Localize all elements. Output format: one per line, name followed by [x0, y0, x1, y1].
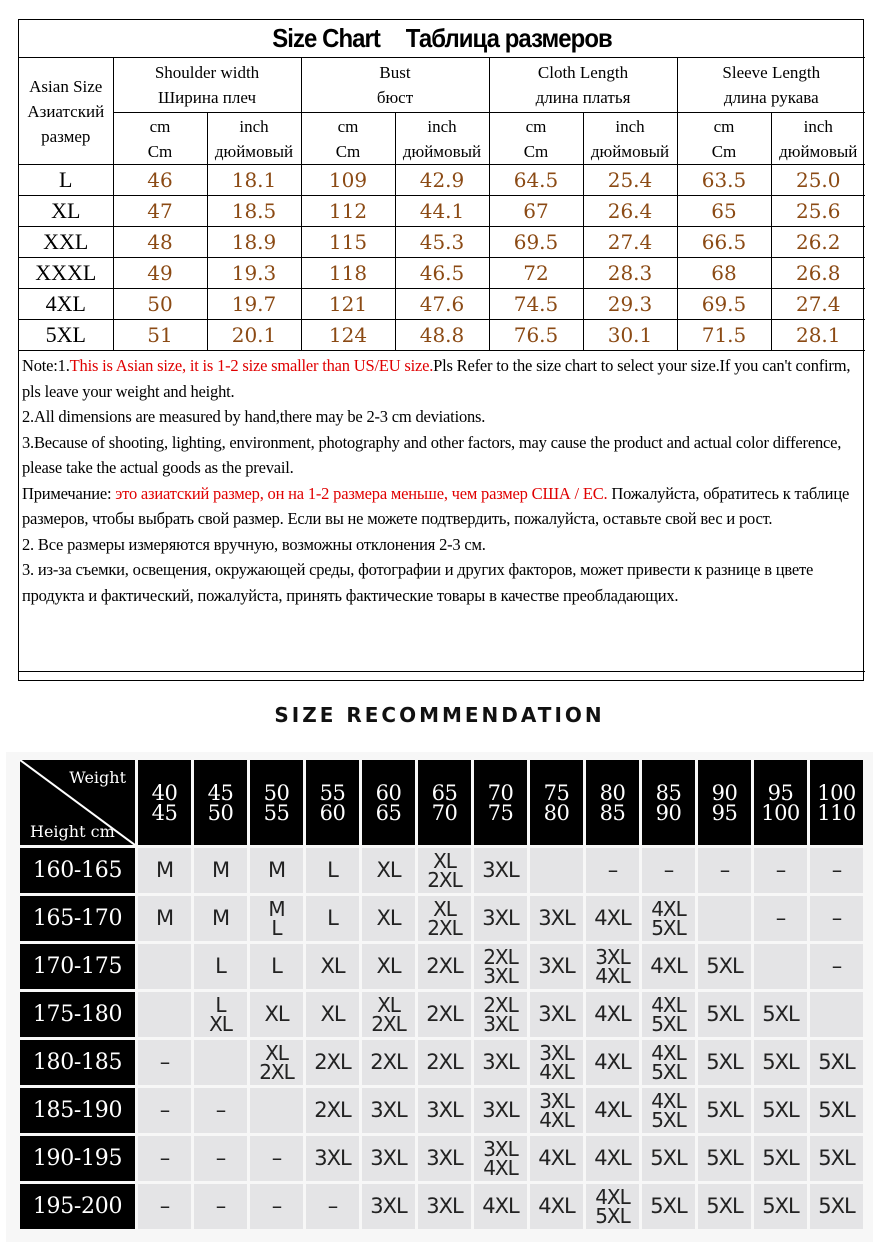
note-en-3: 3.Because of shooting, lighting, environment, photography and other factors, may cause the product and actual color difference, please take the actual goods as the prevail. — [22, 432, 842, 477]
unit-label-ru: дюймовый — [402, 141, 482, 161]
measurement-value: 76.5 — [489, 320, 583, 351]
recommended-size-cell: – — [754, 848, 807, 893]
recommended-size-cell: 3XL — [474, 896, 527, 941]
measurement-value: 18.5 — [207, 196, 301, 227]
note-en-2: 2.All dimensions are measured by hand,there may be 2-3 cm deviations. — [22, 407, 486, 426]
recommended-size-cell: 4XL — [586, 992, 639, 1037]
recommended-size-cell: – — [250, 1184, 303, 1229]
unit-header-cm — [301, 113, 395, 165]
recommended-size-cell: – — [138, 1088, 191, 1133]
measurement-value: 46 — [113, 165, 207, 196]
height-header: 165-170 — [20, 896, 135, 941]
recommended-size-cell: 5XL — [754, 1136, 807, 1181]
measurement-value: 26.4 — [583, 196, 677, 227]
group-ru: Ширина плеч — [158, 88, 256, 107]
weight-header: 40 45 — [138, 760, 191, 845]
measurement-value: 47 — [113, 196, 207, 227]
recommended-size-cell: XL 2XL — [250, 1040, 303, 1085]
recommended-size-cell: XL — [362, 944, 415, 989]
recommended-size-cell: – — [138, 1136, 191, 1181]
measurement-value: 69.5 — [677, 289, 771, 320]
group-header-cloth-length — [489, 58, 677, 113]
recommended-size-cell: – — [586, 848, 639, 893]
height-header: 160-165 — [20, 848, 135, 893]
height-label: Height cm — [30, 822, 115, 841]
measurement-value: 66.5 — [677, 227, 771, 258]
note-warning: это азиатский размер, он на 1-2 размера меньше, чем размер США / ЕС. — [115, 483, 608, 503]
recommended-size-cell: 3XL 4XL — [474, 1136, 527, 1181]
recommended-size-cell: 3XL — [306, 1136, 359, 1181]
measurement-value: 124 — [301, 320, 395, 351]
recommended-size-cell: 2XL — [306, 1040, 359, 1085]
recommended-size-cell: – — [194, 1136, 247, 1181]
unit-header-cm — [677, 113, 771, 165]
measurement-value: 74.5 — [489, 289, 583, 320]
recommended-size-cell: 4XL 5XL — [642, 992, 695, 1037]
recommended-size-cell: M — [138, 896, 191, 941]
recommended-size-cell: 5XL — [810, 1040, 863, 1085]
recommended-size-cell — [250, 1088, 303, 1133]
recommended-size-cell: 3XL — [474, 1040, 527, 1085]
recommended-size-cell: – — [194, 1184, 247, 1229]
recommended-size-cell — [138, 944, 191, 989]
measurement-value: 26.2 — [771, 227, 865, 258]
measurement-value: 63.5 — [677, 165, 771, 196]
recommended-size-cell: 5XL — [642, 1184, 695, 1229]
note-ru-1 — [22, 481, 862, 532]
recommended-size-cell: 4XL 5XL — [586, 1184, 639, 1229]
unit-label-ru: Cm — [147, 141, 173, 161]
size-chart-table — [19, 20, 865, 672]
recommended-size-cell: 4XL — [586, 896, 639, 941]
recommended-size-cell: – — [194, 1088, 247, 1133]
recommended-size-cell: 3XL 4XL — [586, 944, 639, 989]
measurement-value: 68 — [677, 258, 771, 289]
height-header: 170-175 — [20, 944, 135, 989]
recommended-size-cell: 3XL — [530, 992, 583, 1037]
recommended-size-cell: 5XL — [698, 1040, 751, 1085]
measurement-value: 65 — [677, 196, 771, 227]
measurement-value: 112 — [301, 196, 395, 227]
title-en: Size Chart — [272, 23, 380, 53]
size-label: 5XL — [19, 320, 113, 351]
recommended-size-cell: 3XL — [418, 1136, 471, 1181]
measurement-value: 71.5 — [677, 320, 771, 351]
measurement-value: 47.6 — [395, 289, 489, 320]
recommended-size-cell: 3XL — [362, 1088, 415, 1133]
recommended-size-cell — [194, 1040, 247, 1085]
measurement-value: 27.4 — [583, 227, 677, 258]
unit-header-inch — [207, 113, 301, 165]
group-header-bust — [301, 58, 489, 113]
recommended-size-cell: 4XL 5XL — [642, 1040, 695, 1085]
weight-header: 80 85 — [586, 760, 639, 845]
measurement-value: 30.1 — [583, 320, 677, 351]
weight-label: Weight — [69, 768, 126, 787]
recommended-size-cell: – — [306, 1184, 359, 1229]
recommended-size-cell: L — [306, 848, 359, 893]
recommended-size-cell: 3XL — [474, 848, 527, 893]
measurement-value: 48 — [113, 227, 207, 258]
measurement-value: 28.1 — [771, 320, 865, 351]
note-prefix: Примечание: — [22, 483, 116, 503]
group-en: Cloth Length — [537, 63, 629, 82]
measurement-value: 18.1 — [207, 165, 301, 196]
unit-label-ru: дюймовый — [590, 141, 670, 161]
notes — [19, 351, 865, 610]
size-rows — [19, 165, 865, 351]
size-label: XXL — [19, 227, 113, 258]
recommended-size-cell: 5XL — [754, 992, 807, 1037]
recommended-size-cell: 5XL — [698, 1088, 751, 1133]
recommendation-title: SIZE RECOMMENDATION — [274, 703, 605, 727]
recommended-size-cell: 4XL — [530, 1184, 583, 1229]
unit-label: inch — [615, 116, 645, 136]
measurement-value: 18.9 — [207, 227, 301, 258]
recommended-size-cell: 5XL — [754, 1184, 807, 1229]
weight-header: 55 60 — [306, 760, 359, 845]
group-header-sleeve-length — [677, 58, 865, 113]
measurement-value: 42.9 — [395, 165, 489, 196]
recommended-size-cell: M — [194, 896, 247, 941]
measurement-value: 46.5 — [395, 258, 489, 289]
note-text: Пожалуйста, обратитесь к таблице размеров, чтобы выбрать свой размер. Если вы не можете подтвердить, пожалуйста, оставьте свой вес и рост. — [22, 483, 850, 528]
size-row — [19, 196, 865, 227]
asian-size-header — [19, 58, 113, 165]
group-en: Bust — [379, 63, 411, 82]
recommended-size-cell: 3XL 4XL — [530, 1040, 583, 1085]
unit-label: cm — [713, 116, 735, 136]
weight-header: 70 75 — [474, 760, 527, 845]
recommended-size-cell: M — [138, 848, 191, 893]
unit-label-ru: дюймовый — [214, 141, 294, 161]
recommended-size-cell: XL — [362, 896, 415, 941]
note-text: Pls Refer to the size chart to select your size.If you can't confirm, pls leave your weight and height. — [22, 356, 851, 401]
weight-header: 60 65 — [362, 760, 415, 845]
recommended-size-cell: XL 2XL — [362, 992, 415, 1037]
measurement-value: 69.5 — [489, 227, 583, 258]
measurement-value: 25.0 — [771, 165, 865, 196]
measurement-value: 115 — [301, 227, 395, 258]
size-chart-title — [53, 20, 831, 58]
measurement-value: 27.4 — [771, 289, 865, 320]
group-en: Shoulder width — [154, 63, 260, 82]
measurement-value: 26.8 — [771, 258, 865, 289]
recommended-size-cell: 5XL — [810, 1184, 863, 1229]
recommended-size-cell: 4XL — [586, 1136, 639, 1181]
header-line: размер — [41, 126, 91, 146]
recommended-size-cell: XL 2XL — [418, 896, 471, 941]
recommended-size-cell — [698, 896, 751, 941]
weight-header: 65 70 — [418, 760, 471, 845]
recommended-size-cell: 3XL 4XL — [530, 1088, 583, 1133]
weight-header: 75 80 — [530, 760, 583, 845]
recommended-size-cell: 3XL — [474, 1088, 527, 1133]
recommended-size-cell: 4XL — [586, 1088, 639, 1133]
measurement-value: 29.3 — [583, 289, 677, 320]
height-header: 180-185 — [20, 1040, 135, 1085]
unit-header-inch — [395, 113, 489, 165]
recommended-size-cell: XL — [306, 992, 359, 1037]
recommended-size-cell: 5XL — [810, 1088, 863, 1133]
weight-header: 90 95 — [698, 760, 751, 845]
recommended-size-cell: L — [250, 944, 303, 989]
measurement-value: 121 — [301, 289, 395, 320]
recommended-size-cell: L XL — [194, 992, 247, 1037]
recommended-size-cell: 3XL — [530, 896, 583, 941]
measurement-value: 109 — [301, 165, 395, 196]
recommended-size-cell: – — [810, 848, 863, 893]
recommended-size-cell: 2XL — [306, 1088, 359, 1133]
recommended-size-cell: M — [194, 848, 247, 893]
recommended-size-cell: – — [138, 1184, 191, 1229]
recommended-size-cell: – — [754, 896, 807, 941]
recommended-size-cell: XL — [362, 848, 415, 893]
title-ru: Таблица размеров — [405, 23, 612, 53]
unit-header-cm — [489, 113, 583, 165]
measurement-value: 20.1 — [207, 320, 301, 351]
size-label: XXXL — [19, 258, 113, 289]
weight-header: 85 90 — [642, 760, 695, 845]
weight-header: 100 110 — [810, 760, 863, 845]
recommended-size-cell: 2XL — [418, 992, 471, 1037]
recommended-size-cell: 5XL — [698, 944, 751, 989]
measurement-value: 49 — [113, 258, 207, 289]
measurement-value: 64.5 — [489, 165, 583, 196]
group-ru: бюст — [376, 88, 414, 107]
recommended-size-cell: L — [194, 944, 247, 989]
recommended-size-cell: 4XL — [642, 944, 695, 989]
header-line: Азиатский — [27, 101, 105, 121]
measurement-value: 50 — [113, 289, 207, 320]
notes-cell — [19, 351, 865, 672]
unit-header-inch — [583, 113, 677, 165]
recommended-size-cell: XL 2XL — [418, 848, 471, 893]
height-header: 185-190 — [20, 1088, 135, 1133]
recommended-size-cell: 5XL — [810, 1136, 863, 1181]
recommended-size-cell: 5XL — [642, 1136, 695, 1181]
recommended-size-cell: – — [138, 1040, 191, 1085]
group-header-shoulder — [113, 58, 301, 113]
unit-label: cm — [337, 116, 359, 136]
recommended-size-cell — [810, 992, 863, 1037]
measurement-value: 118 — [301, 258, 395, 289]
group-ru: длина рукава — [723, 88, 819, 107]
measurement-value: 72 — [489, 258, 583, 289]
note-en-1 — [22, 353, 862, 404]
recommended-size-cell: 4XL — [474, 1184, 527, 1229]
measurement-value: 48.8 — [395, 320, 489, 351]
recommended-size-cell: 4XL 5XL — [642, 896, 695, 941]
recommended-size-cell: – — [810, 944, 863, 989]
recommended-size-cell: 4XL 5XL — [642, 1088, 695, 1133]
recommended-size-cell: – — [642, 848, 695, 893]
measurement-value: 19.7 — [207, 289, 301, 320]
recommended-size-cell: XL — [250, 992, 303, 1037]
weight-header: 95 100 — [754, 760, 807, 845]
unit-header-cm — [113, 113, 207, 165]
recommended-size-cell: 2XL 3XL — [474, 944, 527, 989]
corner-header — [20, 760, 135, 845]
recommended-size-cell: 5XL — [698, 1136, 751, 1181]
note-warning: This is Asian size, it is 1-2 size smaller than US/EU size. — [69, 356, 434, 375]
recommended-size-cell: 2XL — [362, 1040, 415, 1085]
recommended-size-cell: 4XL — [530, 1136, 583, 1181]
recommended-size-cell: 5XL — [698, 1184, 751, 1229]
recommended-size-cell: 3XL — [362, 1136, 415, 1181]
unit-label: inch — [239, 116, 269, 136]
size-row — [19, 258, 865, 289]
measurement-value: 44.1 — [395, 196, 489, 227]
size-row — [19, 227, 865, 258]
recommended-size-cell — [754, 944, 807, 989]
height-header: 175-180 — [20, 992, 135, 1037]
recommended-size-cell: XL — [306, 944, 359, 989]
size-chart — [18, 19, 864, 681]
size-row — [19, 320, 865, 351]
measurement-value: 19.3 — [207, 258, 301, 289]
unit-header-inch — [771, 113, 865, 165]
recommended-size-cell: M — [250, 848, 303, 893]
recommended-size-cell: L — [306, 896, 359, 941]
height-header: 195-200 — [20, 1184, 135, 1229]
size-label: L — [19, 165, 113, 196]
measurement-value: 25.6 — [771, 196, 865, 227]
unit-label-ru: Cm — [711, 141, 737, 161]
size-label: XL — [19, 196, 113, 227]
group-en: Sleeve Length — [722, 63, 821, 82]
unit-label: inch — [427, 116, 457, 136]
recommended-size-cell: M L — [250, 896, 303, 941]
recommended-size-cell: 5XL — [698, 992, 751, 1037]
measurement-value: 67 — [489, 196, 583, 227]
recommended-size-cell: 2XL 3XL — [474, 992, 527, 1037]
height-header: 190-195 — [20, 1136, 135, 1181]
recommended-size-cell: 5XL — [754, 1040, 807, 1085]
recommended-size-cell: 3XL — [418, 1088, 471, 1133]
recommended-size-cell: 4XL — [586, 1040, 639, 1085]
unit-label: cm — [149, 116, 171, 136]
unit-label: inch — [803, 116, 833, 136]
weight-header: 45 50 — [194, 760, 247, 845]
recommended-size-cell — [530, 848, 583, 893]
recommended-size-cell: 3XL — [362, 1184, 415, 1229]
unit-label-ru: Cm — [523, 141, 549, 161]
recommended-size-cell: – — [810, 896, 863, 941]
header-line: Asian Size — [29, 76, 103, 96]
group-ru: длина платья — [535, 88, 631, 107]
recommendation-grid — [20, 760, 863, 1229]
recommended-size-cell — [138, 992, 191, 1037]
recommended-size-cell: – — [250, 1136, 303, 1181]
size-label: 4XL — [19, 289, 113, 320]
recommended-size-cell: 3XL — [418, 1184, 471, 1229]
measurement-value: 51 — [113, 320, 207, 351]
measurement-value: 28.3 — [583, 258, 677, 289]
note-prefix: Note:1. — [22, 356, 70, 375]
measurement-value: 45.3 — [395, 227, 489, 258]
unit-label: cm — [525, 116, 547, 136]
size-row — [19, 165, 865, 196]
recommended-size-cell: 5XL — [754, 1088, 807, 1133]
unit-label-ru: Cm — [335, 141, 361, 161]
unit-header-row — [19, 113, 865, 165]
note-ru-3: 3. из-за съемки, освещения, окружающей среды, фотографии и других факторов, может привести к разнице в цвете продукта и фактический, пожалуйста, принять фактические товары в качестве преобладающих. — [22, 560, 814, 605]
recommended-size-cell: – — [698, 848, 751, 893]
note-ru-2: 2. Все размеры измеряются вручную, возможны отклонения 2-3 см. — [22, 534, 486, 554]
recommended-size-cell: 3XL — [530, 944, 583, 989]
size-row — [19, 289, 865, 320]
weight-header: 50 55 — [250, 760, 303, 845]
measurement-value: 25.4 — [583, 165, 677, 196]
unit-label-ru: дюймовый — [779, 141, 858, 161]
recommended-size-cell: 2XL — [418, 944, 471, 989]
recommended-size-cell: 2XL — [418, 1040, 471, 1085]
